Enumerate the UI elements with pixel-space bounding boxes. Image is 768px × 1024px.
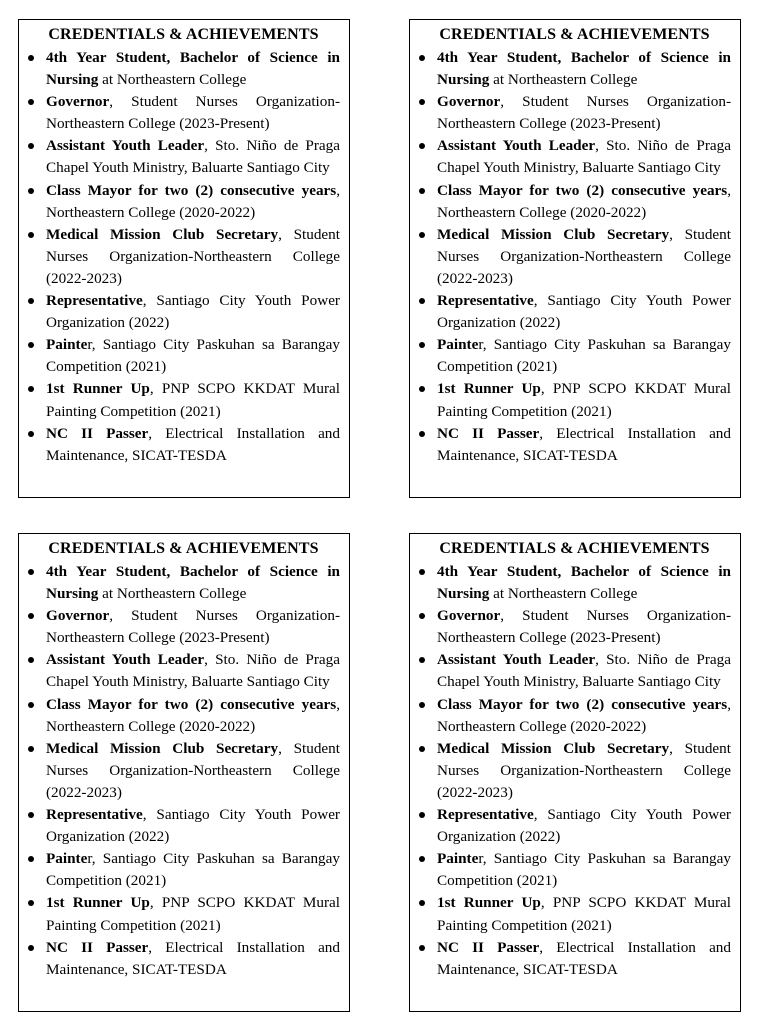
item-bold: Medical Mission Club Secretary bbox=[437, 225, 670, 243]
list-item bbox=[27, 180, 340, 224]
item-text: at Northeastern College bbox=[98, 71, 247, 89]
item-text: , Student Nurses Organization-Northeastern College (2022-2023) bbox=[437, 225, 731, 287]
list-item bbox=[27, 892, 340, 936]
list-item bbox=[418, 694, 731, 738]
item-text: , Sto. Niño de Praga Chapel Youth Ministry, Baluarte Santiago City bbox=[437, 137, 731, 177]
item-bold: 1st Runner Up bbox=[437, 380, 541, 398]
bullet-icon bbox=[28, 431, 34, 437]
item-bold: Representative bbox=[437, 292, 534, 310]
item-text: r, Santiago City Paskuhan sa Barangay Competition (2021) bbox=[437, 336, 731, 376]
item-text: , Student Nurses Organization-Northeastern College (2022-2023) bbox=[46, 225, 340, 287]
bullet-icon bbox=[419, 386, 425, 392]
list-item bbox=[27, 91, 340, 135]
bullet-icon bbox=[28, 613, 34, 619]
list-item bbox=[418, 334, 731, 378]
bullet-icon bbox=[28, 188, 34, 194]
bullet-icon bbox=[419, 342, 425, 348]
list-item bbox=[418, 290, 731, 334]
item-bold: 1st Runner Up bbox=[46, 894, 150, 912]
item-bold: Painte bbox=[437, 336, 479, 354]
list-item bbox=[418, 937, 731, 981]
item-text: , Student Nurses Organization-Northeastern College (2023-Present) bbox=[437, 607, 731, 647]
item-text: , Student Nurses Organization-Northeastern College (2023-Present) bbox=[46, 93, 340, 133]
item-bold: Representative bbox=[437, 806, 534, 824]
card-title: CREDENTIALS & ACHIEVEMENTS bbox=[48, 540, 319, 557]
item-text: , Electrical Installation and Maintenance, SICAT-TESDA bbox=[437, 938, 731, 978]
item-text: , Sto. Niño de Praga Chapel Youth Ministry, Baluarte Santiago City bbox=[46, 137, 340, 177]
list-item bbox=[27, 848, 340, 892]
list-item bbox=[418, 135, 731, 179]
item-text: , Santiago City Youth Power Organization (2022) bbox=[46, 806, 340, 846]
item-bold: Class Mayor for two (2) consecutive years bbox=[46, 695, 337, 713]
card-title: CREDENTIALS & ACHIEVEMENTS bbox=[48, 26, 319, 43]
item-bold: Assistant Youth Leader bbox=[437, 651, 596, 669]
item-bold: Governor bbox=[46, 607, 110, 625]
item-bold: 1st Runner Up bbox=[437, 894, 541, 912]
item-text: , Northeastern College (2020-2022) bbox=[437, 181, 731, 221]
bullet-icon bbox=[28, 657, 34, 663]
achievements-list bbox=[27, 561, 340, 981]
item-text: at Northeastern College bbox=[489, 71, 638, 89]
list-item bbox=[27, 738, 340, 804]
list-item bbox=[418, 738, 731, 804]
item-bold: Representative bbox=[46, 292, 143, 310]
bullet-icon bbox=[28, 812, 34, 818]
item-bold: 4th Year Student, Bachelor of Science in Nursing bbox=[46, 563, 340, 603]
item-bold: 4th Year Student, Bachelor of Science in Nursing bbox=[437, 49, 731, 89]
item-bold: Medical Mission Club Secretary bbox=[437, 739, 670, 757]
item-text: , Sto. Niño de Praga Chapel Youth Ministry, Baluarte Santiago City bbox=[437, 651, 731, 691]
credentials-card-top-left bbox=[18, 19, 350, 498]
item-text: , Northeastern College (2020-2022) bbox=[46, 181, 340, 221]
item-bold: NC II Passer bbox=[46, 424, 149, 442]
list-item bbox=[418, 649, 731, 693]
card-title: CREDENTIALS & ACHIEVEMENTS bbox=[439, 26, 710, 43]
item-bold: Painte bbox=[46, 850, 88, 868]
bullet-icon bbox=[419, 99, 425, 105]
bullet-icon bbox=[28, 232, 34, 238]
item-text: , PNP SCPO KKDAT Mural Painting Competition (2021) bbox=[437, 380, 732, 420]
bullet-icon bbox=[419, 746, 425, 752]
list-item bbox=[418, 180, 731, 224]
list-item bbox=[27, 561, 340, 605]
bullet-icon bbox=[28, 856, 34, 862]
item-text: , Student Nurses Organization-Northeastern College (2022-2023) bbox=[46, 739, 340, 801]
item-bold: Governor bbox=[437, 607, 501, 625]
item-bold: Class Mayor for two (2) consecutive years bbox=[437, 695, 728, 713]
bullet-icon bbox=[28, 298, 34, 304]
list-item bbox=[418, 848, 731, 892]
bullet-icon bbox=[419, 613, 425, 619]
list-item bbox=[418, 47, 731, 91]
bullet-icon bbox=[28, 569, 34, 575]
achievements-list bbox=[27, 47, 340, 467]
item-text: , Northeastern College (2020-2022) bbox=[46, 695, 340, 735]
list-item bbox=[418, 561, 731, 605]
item-bold: Painte bbox=[437, 850, 479, 868]
achievements-list bbox=[418, 47, 731, 467]
list-item bbox=[27, 649, 340, 693]
item-text: at Northeastern College bbox=[489, 585, 638, 603]
item-bold: NC II Passer bbox=[437, 938, 540, 956]
item-text: , Student Nurses Organization-Northeastern College (2023-Present) bbox=[46, 607, 340, 647]
bullet-icon bbox=[419, 143, 425, 149]
bullet-icon bbox=[419, 812, 425, 818]
item-text: at Northeastern College bbox=[98, 585, 247, 603]
item-bold: Governor bbox=[46, 93, 110, 111]
bullet-icon bbox=[419, 431, 425, 437]
bullet-icon bbox=[419, 945, 425, 951]
item-bold: Class Mayor for two (2) consecutive years bbox=[46, 181, 337, 199]
item-bold: Governor bbox=[437, 93, 501, 111]
bullet-icon bbox=[28, 900, 34, 906]
list-item bbox=[27, 423, 340, 467]
credentials-card-top-right bbox=[409, 19, 741, 498]
item-text: , PNP SCPO KKDAT Mural Painting Competition (2021) bbox=[46, 894, 341, 934]
bullet-icon bbox=[419, 702, 425, 708]
bullet-icon bbox=[28, 945, 34, 951]
list-item bbox=[418, 91, 731, 135]
item-text: r, Santiago City Paskuhan sa Barangay Competition (2021) bbox=[46, 336, 340, 376]
list-item bbox=[27, 334, 340, 378]
bullet-icon bbox=[28, 342, 34, 348]
item-bold: NC II Passer bbox=[46, 938, 149, 956]
bullet-icon bbox=[419, 298, 425, 304]
list-item bbox=[418, 804, 731, 848]
list-item bbox=[418, 378, 731, 422]
item-bold: Assistant Youth Leader bbox=[46, 651, 205, 669]
item-bold: Assistant Youth Leader bbox=[46, 137, 205, 155]
list-item bbox=[418, 423, 731, 467]
list-item bbox=[418, 605, 731, 649]
item-text: r, Santiago City Paskuhan sa Barangay Competition (2021) bbox=[437, 850, 731, 890]
item-text: , Northeastern College (2020-2022) bbox=[437, 695, 731, 735]
item-bold: 1st Runner Up bbox=[46, 380, 150, 398]
bullet-icon bbox=[419, 856, 425, 862]
item-text: , Sto. Niño de Praga Chapel Youth Ministry, Baluarte Santiago City bbox=[46, 651, 340, 691]
item-text: , Student Nurses Organization-Northeastern College (2023-Present) bbox=[437, 93, 731, 133]
item-bold: NC II Passer bbox=[437, 424, 540, 442]
list-item bbox=[27, 605, 340, 649]
item-bold: 4th Year Student, Bachelor of Science in Nursing bbox=[46, 49, 340, 89]
list-item bbox=[418, 224, 731, 290]
item-text: , Student Nurses Organization-Northeastern College (2022-2023) bbox=[437, 739, 731, 801]
bullet-icon bbox=[419, 657, 425, 663]
bullet-icon bbox=[28, 143, 34, 149]
item-text: , Santiago City Youth Power Organization (2022) bbox=[437, 806, 731, 846]
item-bold: Medical Mission Club Secretary bbox=[46, 739, 279, 757]
bullet-icon bbox=[419, 232, 425, 238]
item-bold: Representative bbox=[46, 806, 143, 824]
bullet-icon bbox=[28, 99, 34, 105]
item-text: , Santiago City Youth Power Organization (2022) bbox=[437, 292, 731, 332]
bullet-icon bbox=[419, 569, 425, 575]
bullet-icon bbox=[419, 55, 425, 61]
bullet-icon bbox=[28, 55, 34, 61]
item-text: , PNP SCPO KKDAT Mural Painting Competition (2021) bbox=[46, 380, 341, 420]
item-text: r, Santiago City Paskuhan sa Barangay Competition (2021) bbox=[46, 850, 340, 890]
item-text: , PNP SCPO KKDAT Mural Painting Competition (2021) bbox=[437, 894, 732, 934]
bullet-icon bbox=[419, 900, 425, 906]
item-bold: Assistant Youth Leader bbox=[437, 137, 596, 155]
bullet-icon bbox=[28, 702, 34, 708]
list-item bbox=[27, 937, 340, 981]
list-item bbox=[27, 378, 340, 422]
card-title: CREDENTIALS & ACHIEVEMENTS bbox=[439, 540, 710, 557]
item-text: , Electrical Installation and Maintenance, SICAT-TESDA bbox=[46, 424, 340, 464]
list-item bbox=[27, 224, 340, 290]
credentials-card-bottom-left bbox=[18, 533, 350, 1012]
item-bold: Medical Mission Club Secretary bbox=[46, 225, 279, 243]
bullet-icon bbox=[28, 746, 34, 752]
list-item bbox=[27, 290, 340, 334]
list-item bbox=[418, 892, 731, 936]
item-text: , Electrical Installation and Maintenance, SICAT-TESDA bbox=[46, 938, 340, 978]
item-bold: Painte bbox=[46, 336, 88, 354]
list-item bbox=[27, 804, 340, 848]
item-bold: 4th Year Student, Bachelor of Science in Nursing bbox=[437, 563, 731, 603]
credentials-card-bottom-right bbox=[409, 533, 741, 1012]
achievements-list bbox=[418, 561, 731, 981]
list-item bbox=[27, 47, 340, 91]
bullet-icon bbox=[419, 188, 425, 194]
item-text: , Electrical Installation and Maintenance, SICAT-TESDA bbox=[437, 424, 731, 464]
list-item bbox=[27, 135, 340, 179]
item-bold: Class Mayor for two (2) consecutive years bbox=[437, 181, 728, 199]
bullet-icon bbox=[28, 386, 34, 392]
item-text: , Santiago City Youth Power Organization (2022) bbox=[46, 292, 340, 332]
list-item bbox=[27, 694, 340, 738]
